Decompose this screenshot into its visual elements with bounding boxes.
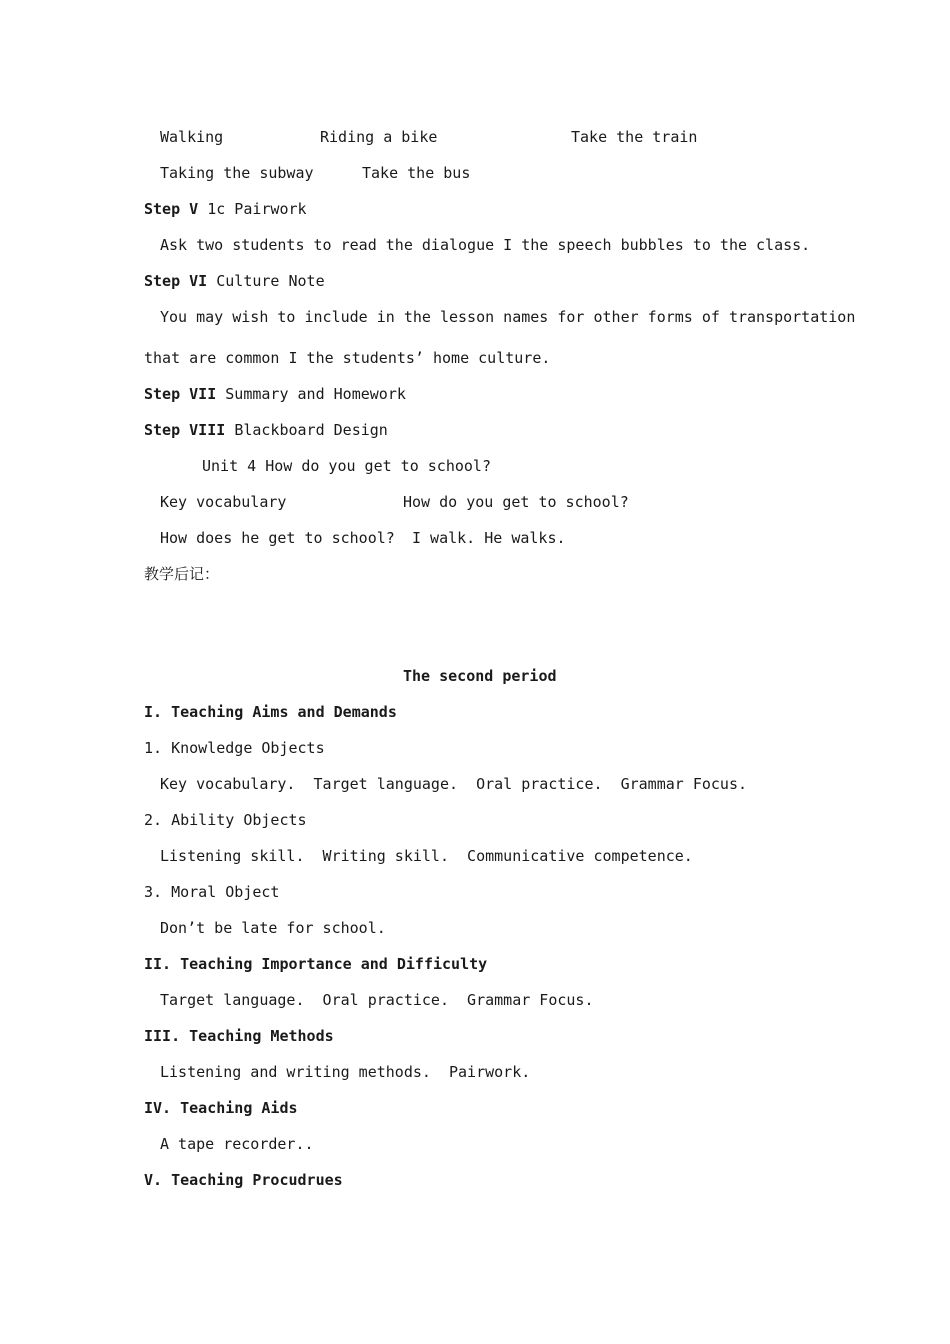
section2-heading: II. Teaching Importance and Difficulty — [144, 955, 488, 973]
ability-objects-title: 2. Ability Objects — [144, 811, 307, 829]
section3-body: Listening and writing methods. Pairwork. — [160, 1063, 531, 1081]
ability-objects-body: Listening skill. Writing skill. Communicative competence. — [160, 847, 693, 865]
transport-train: Take the train — [571, 128, 698, 146]
blackboard-key-vocabulary: Key vocabulary — [160, 493, 287, 511]
moral-object-title: 3. Moral Object — [144, 883, 280, 901]
section4-body: A tape recorder.. — [160, 1135, 314, 1153]
step6-body-line2: that are common I the students’ home culture. — [144, 349, 551, 367]
step7-label: Step VII — [144, 385, 217, 403]
blackboard-title: Unit 4 How do you get to school? — [202, 457, 491, 475]
section3-heading: III. Teaching Methods — [144, 1027, 334, 1045]
blackboard-question-he: How does he get to school? — [160, 529, 395, 547]
step5-body: Ask two students to read the dialogue I the speech bubbles to the class. — [160, 236, 811, 254]
step6-heading — [144, 271, 325, 291]
step5-label: Step V — [144, 200, 199, 218]
section5-heading: V. Teaching Procudrues — [144, 1171, 343, 1189]
transport-walking: Walking — [160, 128, 224, 146]
step6-text: Culture Note — [216, 272, 325, 290]
period-title: The second period — [403, 667, 557, 685]
transport-subway: Taking the subway — [160, 164, 314, 182]
section4-heading: IV. Teaching Aids — [144, 1099, 298, 1117]
step7-heading — [144, 384, 406, 404]
step5-text: 1c Pairwork — [207, 200, 307, 218]
step5-heading — [144, 199, 307, 219]
knowledge-objects-title: 1. Knowledge Objects — [144, 739, 325, 757]
step6-label: Step VI — [144, 272, 208, 290]
step8-heading — [144, 420, 388, 440]
step8-label: Step VIII — [144, 421, 226, 439]
transport-bus: Take the bus — [362, 164, 471, 182]
knowledge-objects-body: Key vocabulary. Target language. Oral practice. Grammar Focus. — [160, 775, 747, 793]
step8-text: Blackboard Design — [234, 421, 388, 439]
section2-body: Target language. Oral practice. Grammar Focus. — [160, 991, 594, 1009]
postscript-label: 教学后记： — [144, 565, 220, 583]
transport-bike: Riding a bike — [320, 128, 438, 146]
step6-body-line1: You may wish to include in the lesson names for other forms of transportation — [160, 308, 856, 326]
moral-object-body: Don’t be late for school. — [160, 919, 386, 937]
blackboard-answer: I walk. He walks. — [412, 529, 566, 547]
blackboard-question-you: How do you get to school? — [403, 493, 629, 511]
section1-heading: I. Teaching Aims and Demands — [144, 703, 397, 721]
step7-text: Summary and Homework — [225, 385, 406, 403]
